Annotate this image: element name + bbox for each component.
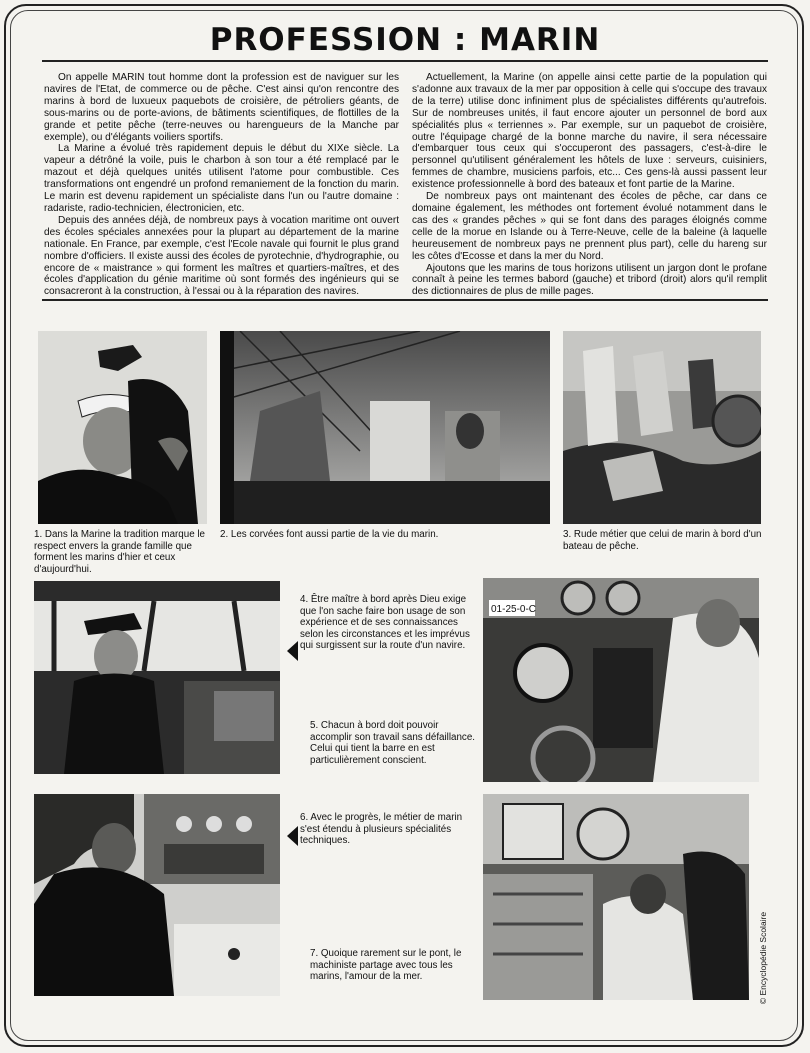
paragraph: Depuis des années déjà, de nombreux pays à vocation maritime ont ouvert des écoles spéciales annexées pour la plupart au département de la marine nationale. En France, par exemple, c'est l'Ecole navale qui fournit le plus grand nombre d'officiers. Il existe aussi des écoles de pyrotechnie, d'hydrographie, ou encore de « maistrance » qui forment les maîtres et quartiers-maîtres, et des écoles d'application du génie maritime où sont formés des ingénieurs qui se consacreront à la construction, à l'essai ou à la réparation des navires. bbox=[44, 214, 399, 298]
page-title: PROFESSION : MARIN bbox=[209, 22, 601, 58]
credit-vertical bbox=[756, 905, 768, 1015]
photo-gauge-label: 01-25-0-C bbox=[491, 604, 537, 615]
title-rule bbox=[42, 60, 768, 62]
text-column-left bbox=[44, 72, 399, 298]
caption-7: 7. Quoique rarement sur le pont, le machiniste partage avec tous les marins, l'amour de la mer. bbox=[310, 948, 462, 982]
photo-radio-operator bbox=[34, 794, 280, 996]
arrow-left-icon bbox=[287, 641, 298, 661]
photo-engine-room bbox=[483, 794, 749, 1000]
paragraph: Actuellement, la Marine (on appelle ainsi cette partie de la population qui s'adonne aux travaux de la mer par opposition à celle qui s'occupe des travaux de la terre) utilise donc infiniment plus de spécialistes différents qu'autrefois. Sur de nombreuses unités, il faut encore ajouter un personnel de bord aux spécialités plus « terriennes ». Par exemple, sur un paquebot de croisière, outre l'équipage chargé de la bonne marche du navire, il sera nécessaire d'embarquer tous ceux qui s'occuperont des passagers, c'est-à-dire le personnel qu'utilisent généralement les hôtels de luxe : serveurs, cuisiniers, femmes de chambre, musiciens parfois, etc... Ces gens-là aussi passent leur existence professionnelle à bord des bateaux et font partie de la Marine. bbox=[412, 72, 767, 191]
caption-4: 4. Être maître à bord après Dieu exige que l'on sache faire bon usage de son expérience et de ses connaissances selon les circonstances et les imprévus qui surgissent sur la route d'un navire. bbox=[300, 594, 470, 651]
caption-6: 6. Avec le progrès, le métier de marin s'est étendu à plusieurs spécialités techniques. bbox=[300, 812, 463, 846]
credit-text: © Encyclopédie Scolaire bbox=[758, 911, 768, 1005]
text-column-right bbox=[412, 72, 767, 298]
caption-2: 2. Les corvées font aussi partie de la vie du marin. bbox=[220, 529, 439, 540]
photo-officer-bridge bbox=[34, 581, 280, 774]
photo-ship-deck bbox=[220, 331, 550, 524]
photo-fishermen bbox=[563, 331, 761, 524]
caption-3: 3. Rude métier que celui de marin à bord d'un bateau de pêche. bbox=[563, 529, 762, 552]
caption-5: 5. Chacun à bord doit pouvoir accomplir son travail sans défaillance. Celui qui tient la barre en est particulièrement conscient. bbox=[310, 720, 475, 766]
paragraph: On appelle MARIN tout homme dont la profession est de naviguer sur les navires de l'Etat, de commerce ou de pêche. C'est ainsi qu'on rencontre des marins à bord de luxueux paquebots de croisière, de pétroliers géants, de sous-marins ou de porte-avions, de bâtiments scientifiques, de flottilles de la grande et petite pêche (terre-neuves ou harengueurs de la Manche par exemple), ou d'élégants voiliers sportifs. bbox=[44, 72, 399, 143]
photo-helmsman bbox=[483, 578, 759, 782]
arrow-left-icon bbox=[287, 826, 298, 846]
paragraph: La Marine a évolué très rapidement depuis le début du XIXe siècle. La vapeur a détrôné la voile, puis le charbon à son tour a été remplacé par le mazout et déjà quelques unités utilisent l'atome pour combustible. Ces transformations ont engendré un profond remaniement de la fonction du marin. Le marin est devenu rapidement un spécialiste dans l'un ou l'autre domaine : radariste, radio-technicien, électronicien, etc. bbox=[44, 143, 399, 214]
paragraph: Ajoutons que les marins de tous horizons utilisent un jargon dont le profane connaît à peine les termes babord (gauche) et tribord (droit) alors qu'il remplit des dictionnaires de plus de mille pages. bbox=[412, 262, 767, 298]
paragraph: De nombreux pays ont maintenant des écoles de pêche, car dans ce domaine également, les méthodes ont fortement évolué notamment dans le cas des « grandes pêches » qui se font dans des parages éloignés comme celle de la morue en Islande ou à Terre-Neuve, celle de la baleine (à laquelle heureusement de nombreux pays ne prennent plus part), celle du hareng sur les côtes d'Ecosse et dans la mer du Nord. bbox=[412, 191, 767, 262]
caption-1: 1. Dans la Marine la tradition marque le respect envers la grande famille que forment les marins d'hier et ceux d'aujourd'hui. bbox=[34, 529, 205, 575]
photo-sailors-salute bbox=[38, 331, 207, 524]
section-rule bbox=[42, 299, 768, 301]
